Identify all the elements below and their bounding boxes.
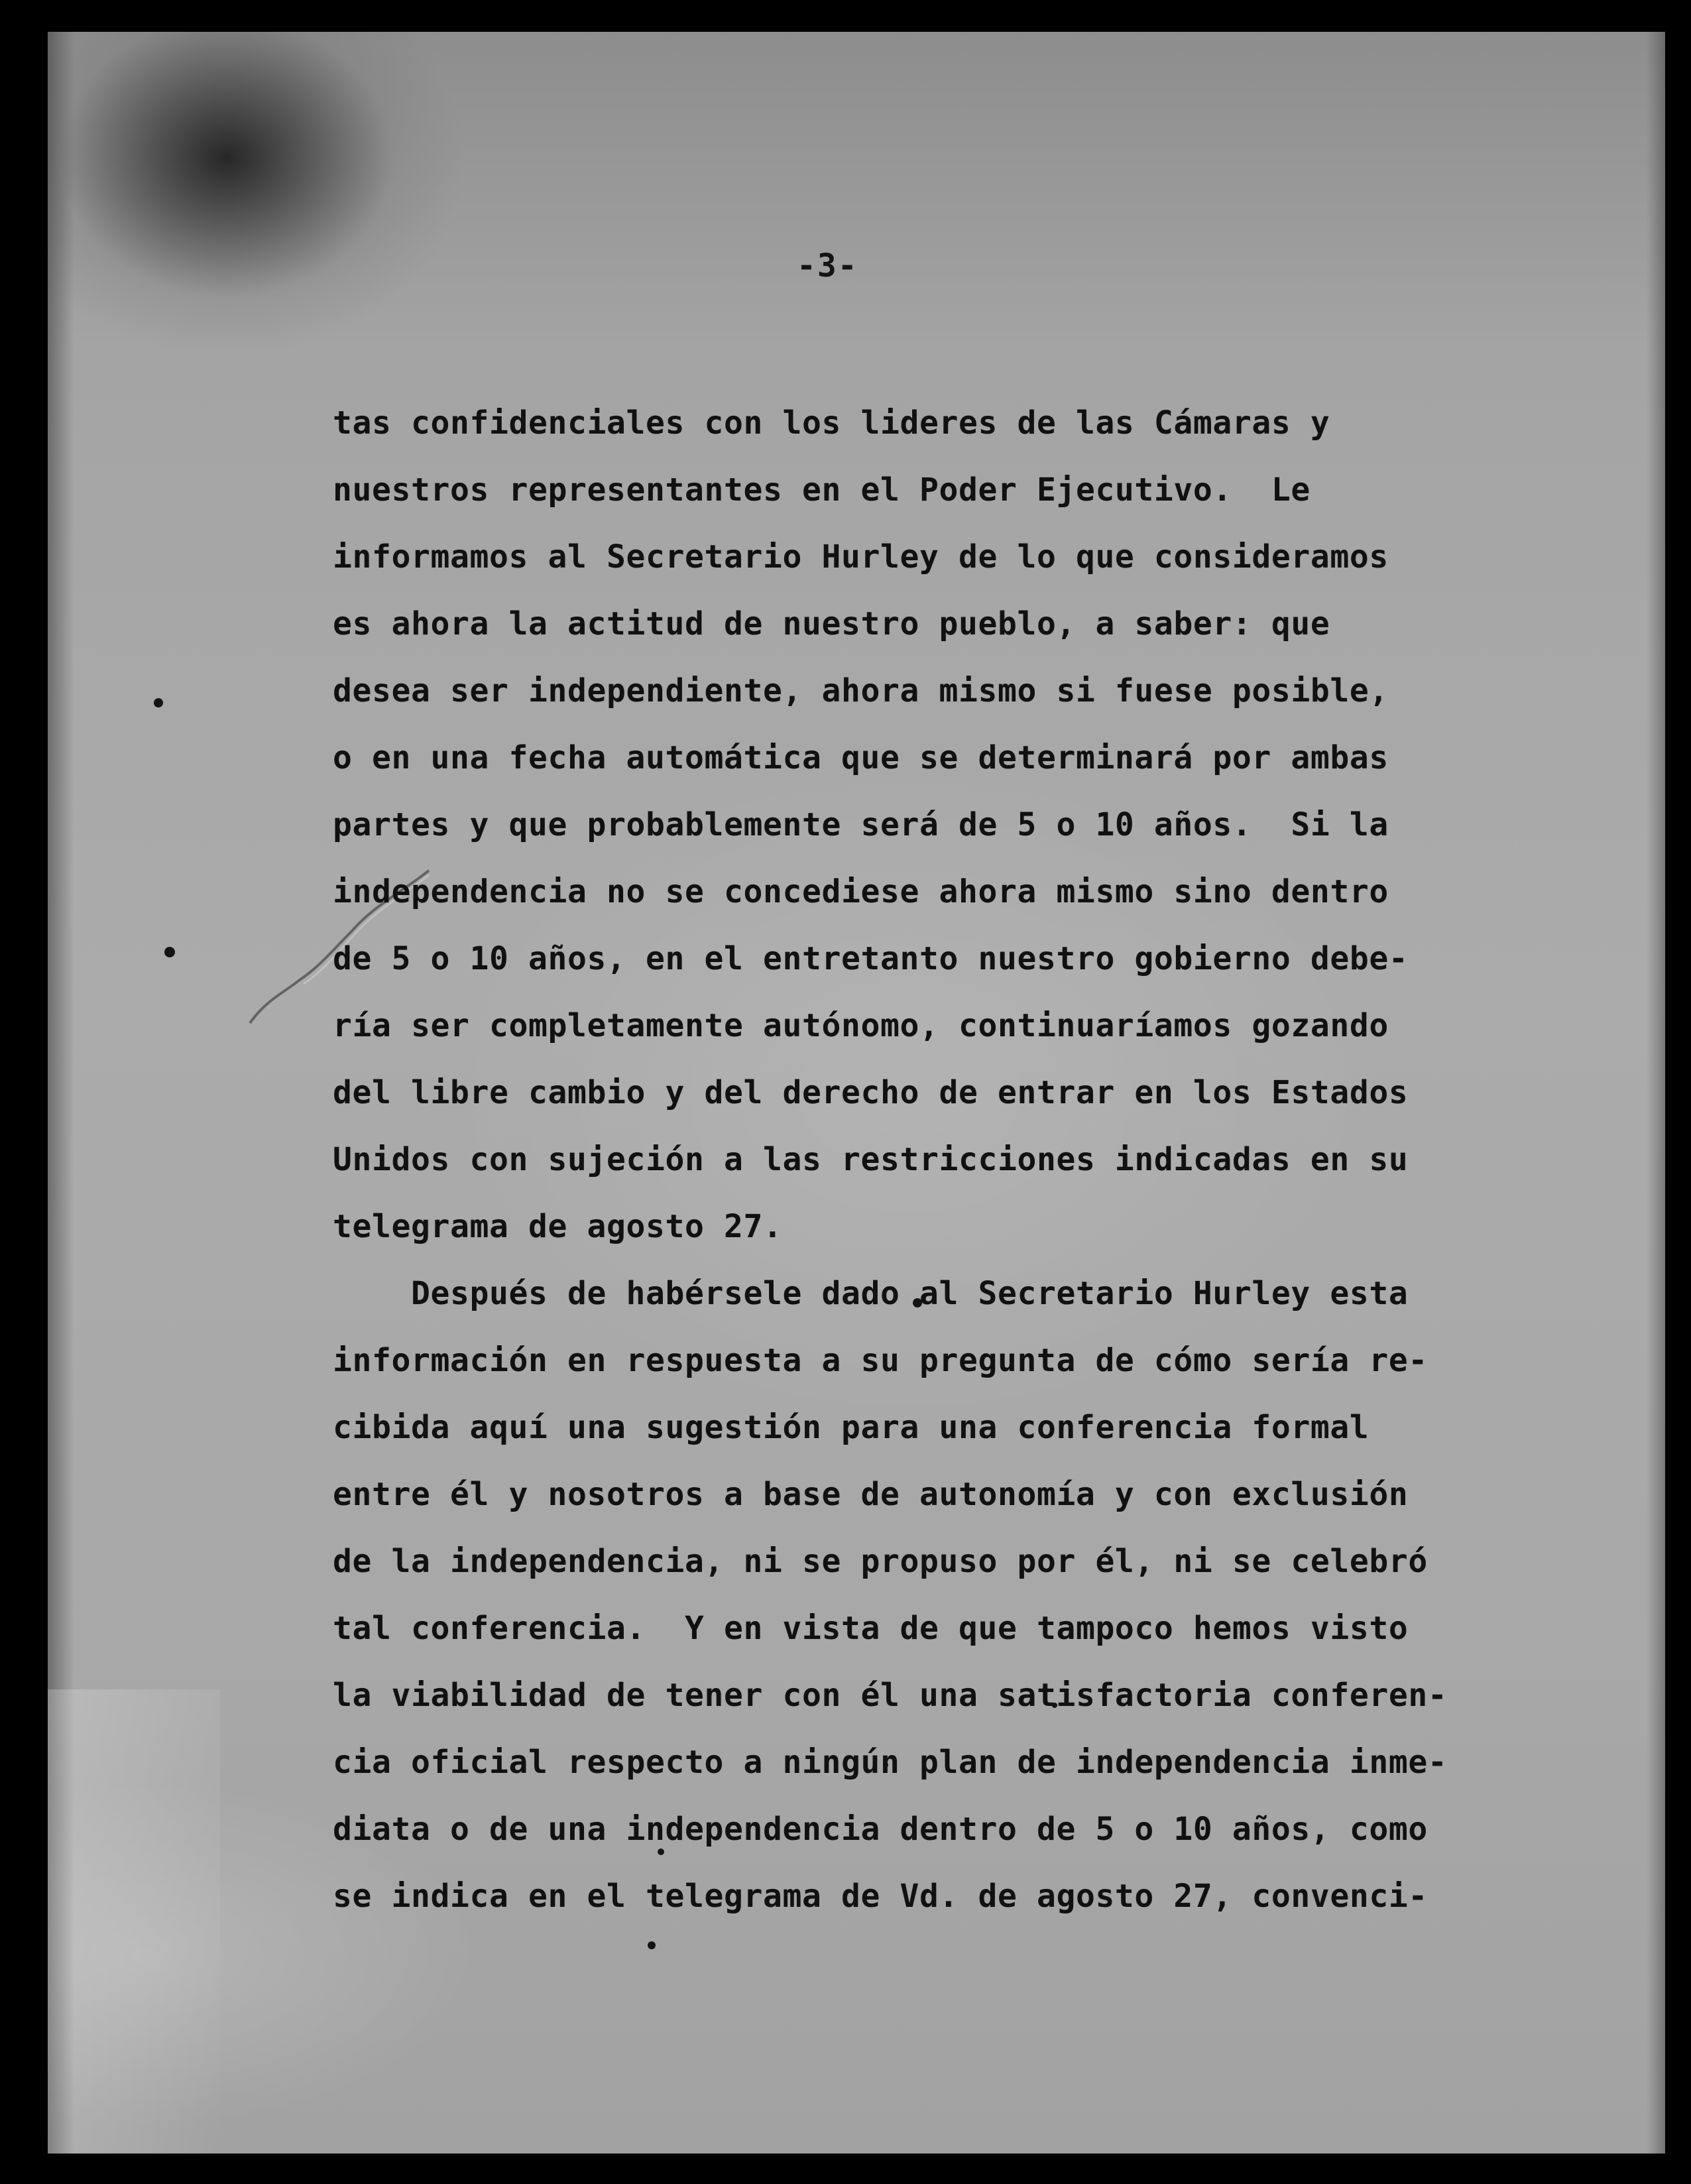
text-line: tas confidenciales con los lideres de las Cámaras y (333, 404, 1330, 442)
page-curl-highlight (48, 1689, 220, 2154)
text-line: la viabilidad de tener con él una satisfactoria conferen- (333, 1677, 1448, 1714)
text-line: tal conferencia. Y en vista de que tampoco hemos visto (333, 1610, 1409, 1647)
ink-speck (154, 698, 163, 707)
text-line: Unidos con sujeción a las restricciones indicadas en su (333, 1141, 1409, 1178)
text-line: ría ser completamente autónomo, continuaríamos gozando (333, 1007, 1389, 1044)
ink-speck (164, 947, 175, 957)
text-line: Después de habérsele dado al Secretario Hurley esta (333, 1275, 1409, 1312)
text-line: telegrama de agosto 27. (333, 1208, 783, 1245)
text-line: del libre cambio y del derecho de entrar en los Estados (333, 1074, 1409, 1111)
text-line: cia oficial respecto a ningún plan de independencia inme- (333, 1744, 1448, 1781)
text-line: informamos al Secretario Hurley de lo que consideramos (333, 538, 1389, 576)
text-line: se indica en el telegrama de Vd. de agosto 27, convenci- (333, 1878, 1428, 1915)
text-line: de 5 o 10 años, en el entretanto nuestro gobierno debe- (333, 940, 1409, 977)
text-line: o en una fecha automática que se determinará por ambas (333, 739, 1389, 776)
text-line: partes y que probablemente será de 5 o 10 años. Si la (333, 806, 1389, 843)
page-number: -3- (797, 247, 858, 284)
text-line: es ahora la actitud de nuestro pueblo, a saber: que (333, 605, 1330, 642)
text-line: diata o de una independencia dentro de 5 o 10 años, como (333, 1811, 1428, 1848)
text-line: independencia no se concediese ahora mismo sino dentro (333, 873, 1389, 910)
page-right-shadow (1647, 32, 1665, 2154)
text-line: información en respuesta a su pregunta de cómo sería re- (333, 1342, 1428, 1379)
text-line: desea ser independiente, ahora mismo si fuese posible, (333, 672, 1389, 709)
text-line: de la independencia, ni se propuso por él, ni se celebró (333, 1543, 1428, 1580)
text-line: entre él y nosotros a base de autonomía y con exclusión (333, 1476, 1409, 1513)
ink-speck (648, 1941, 656, 1949)
text-line: nuestros representantes en el Poder Ejecutivo. Le (333, 471, 1311, 509)
typewritten-page (48, 32, 1665, 2154)
text-line: cibida aquí una sugestión para una conferencia formal (333, 1409, 1370, 1446)
letter-body (333, 390, 1499, 1930)
